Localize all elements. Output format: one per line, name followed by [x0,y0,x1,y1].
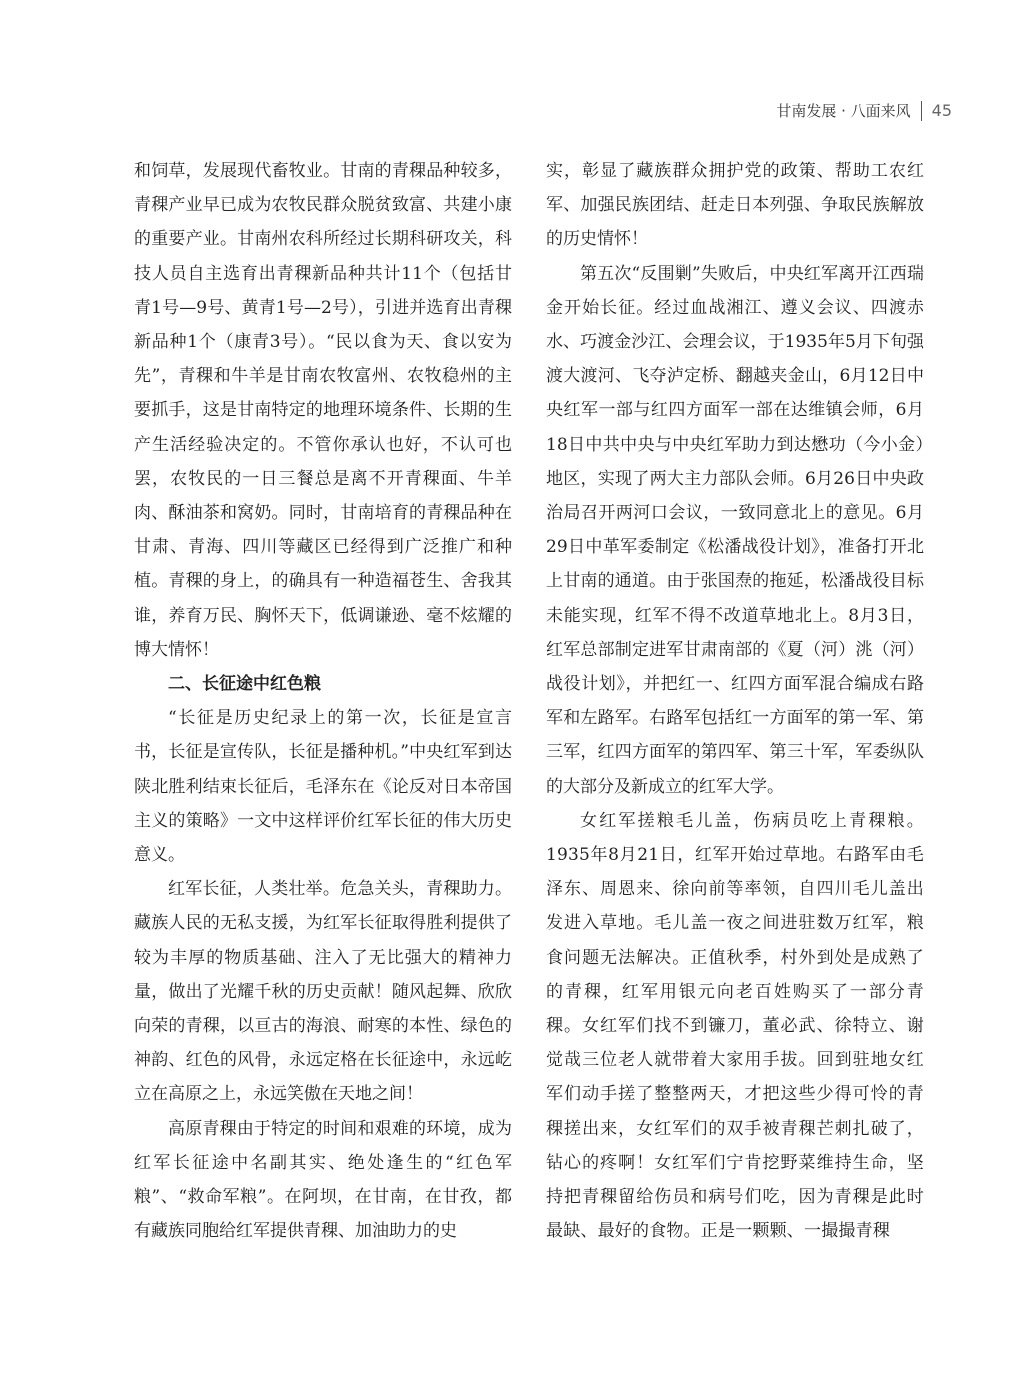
paragraph: 女红军搓粮毛儿盖，伤病员吃上青稞粮。1935年8月21日，红军开始过草地。右路军由毛泽东、周恩来、徐向前等率领，自四川毛儿盖出发进入草地。毛儿盖一夜之间进驻数万红军，粮食问题无法解决。正值秋季，村外到处是成熟了的青稞，红军用银元向老百姓购买了一部分青稞。女红军们找不到镰刀，董必武、徐特立、谢觉哉三位老人就带着大家用手拔。回到驻地女红军们动手搓了整整两天，才把这些少得可怜的青稞搓出来，女红军们的双手被青稞芒刺扎破了，钻心的疼啊！女红军们宁肯挖野菜维持生命，坚持把青稞留给伤员和病号们吃，因为青稞是此时最缺、最好的食物。正是一颗颗、一撮撮青稞 [546,810,924,1242]
paragraph: 红军长征，人类壮举。危急关头，青稞助力。藏族人民的无私支援，为红军长征取得胜利提供了较为丰厚的物质基础、注入了无比强大的精神力量，做出了光耀千秋的历史贡献！随风起舞、欣欣向荣的青稞，以亘古的海浪、耐寒的本性、绿色的神韵、红色的风骨，永远定格在长征途中，永远屹立在高原之上，永远笑傲在天地之间！ [134,879,512,1105]
section-title: 甘南发展 · 八面来风 [776,102,911,120]
page-number: 45 [931,101,952,120]
left-column [134,154,512,1249]
right-column [546,154,924,1249]
paragraph: 实，彰显了藏族群众拥护党的政策、帮助工农红军、加强民族团结、赶走日本列强、争取民族解放的历史情怀！ [546,161,924,250]
paragraph: 高原青稞由于特定的时间和艰难的环境，成为红军长征途中名副其实、绝处逢生的“红色军粮”、“救命军粮”。在阿坝，在甘南，在甘孜，都有藏族同胞给红军提供青稞、加油助力的史 [134,1118,512,1242]
section-heading: 二、长征途中红色粮 [168,674,321,695]
paragraph: 第五次“反围剿”失败后，中央红军离开江西瑞金开始长征。经过血战湘江、遵义会议、四渡赤水、巧渡金沙江、会理会议，于1935年5月下旬强渡大渡河、飞夺泸定桥、翻越夹金山，6月12日中央红军一部与红四方面军一部在达维镇会师，6月18日中共中央与中央红军助力到达懋功（今小金）地区，实现了两大主力部队会师。6月26日中央政治局召开两河口会议，一致同意北上的意见。6月29日中革军委制定《松潘战役计划》，准备打开北上甘南的通道。由于张国焘的拖延，松潘战役目标未能实现，红军不得不改道草地北上。8月3日，红军总部制定进军甘肃南部的《夏（河）洮（河）战役计划》，并把红一、红四方面军混合编成右路军和左路军。右路军包括红一方面军的第一军、第三军，红四方面军的第四军、第三十军，军委纵队的大部分及新成立的红军大学。 [546,263,924,797]
paragraph: 和饲草，发展现代畜牧业。甘南的青稞品种较多，青稞产业早已成为农牧民群众脱贫致富、共建小康的重要产业。甘南州农科所经过长期科研攻关，科技人员自主选育出青稞新品种共计11个（包括甘青1号—9号、黄青1号—2号），引进并选育出青稞新品种1个（康青3号）。“民以食为天、食以安为先”，青稞和牛羊是甘南农牧富州、农牧稳州的主要抓手，这是甘南特定的地理环境条件、长期的生产生活经验决定的。不管你承认也好，不认可也罢，农牧民的一日三餐总是离不开青稞面、牛羊肉、酥油茶和窝奶。同时，甘南培育的青稞品种在甘肃、青海、四川等藏区已经得到广泛推广和种植。青稞的身上，的确具有一种造福苍生、舍我其谁，养育万民、胸怀天下，低调谦逊、毫不炫耀的博大情怀！ [134,161,512,660]
running-header [776,100,952,121]
header-divider [921,101,922,121]
paragraph: “长征是历史纪录上的第一次，长征是宣言书，长征是宣传队，长征是播种机。”中央红军到达陕北胜利结束长征后，毛泽东在《论反对日本帝国主义的策略》一文中这样评价红军长征的伟大历史意义。 [134,708,512,866]
